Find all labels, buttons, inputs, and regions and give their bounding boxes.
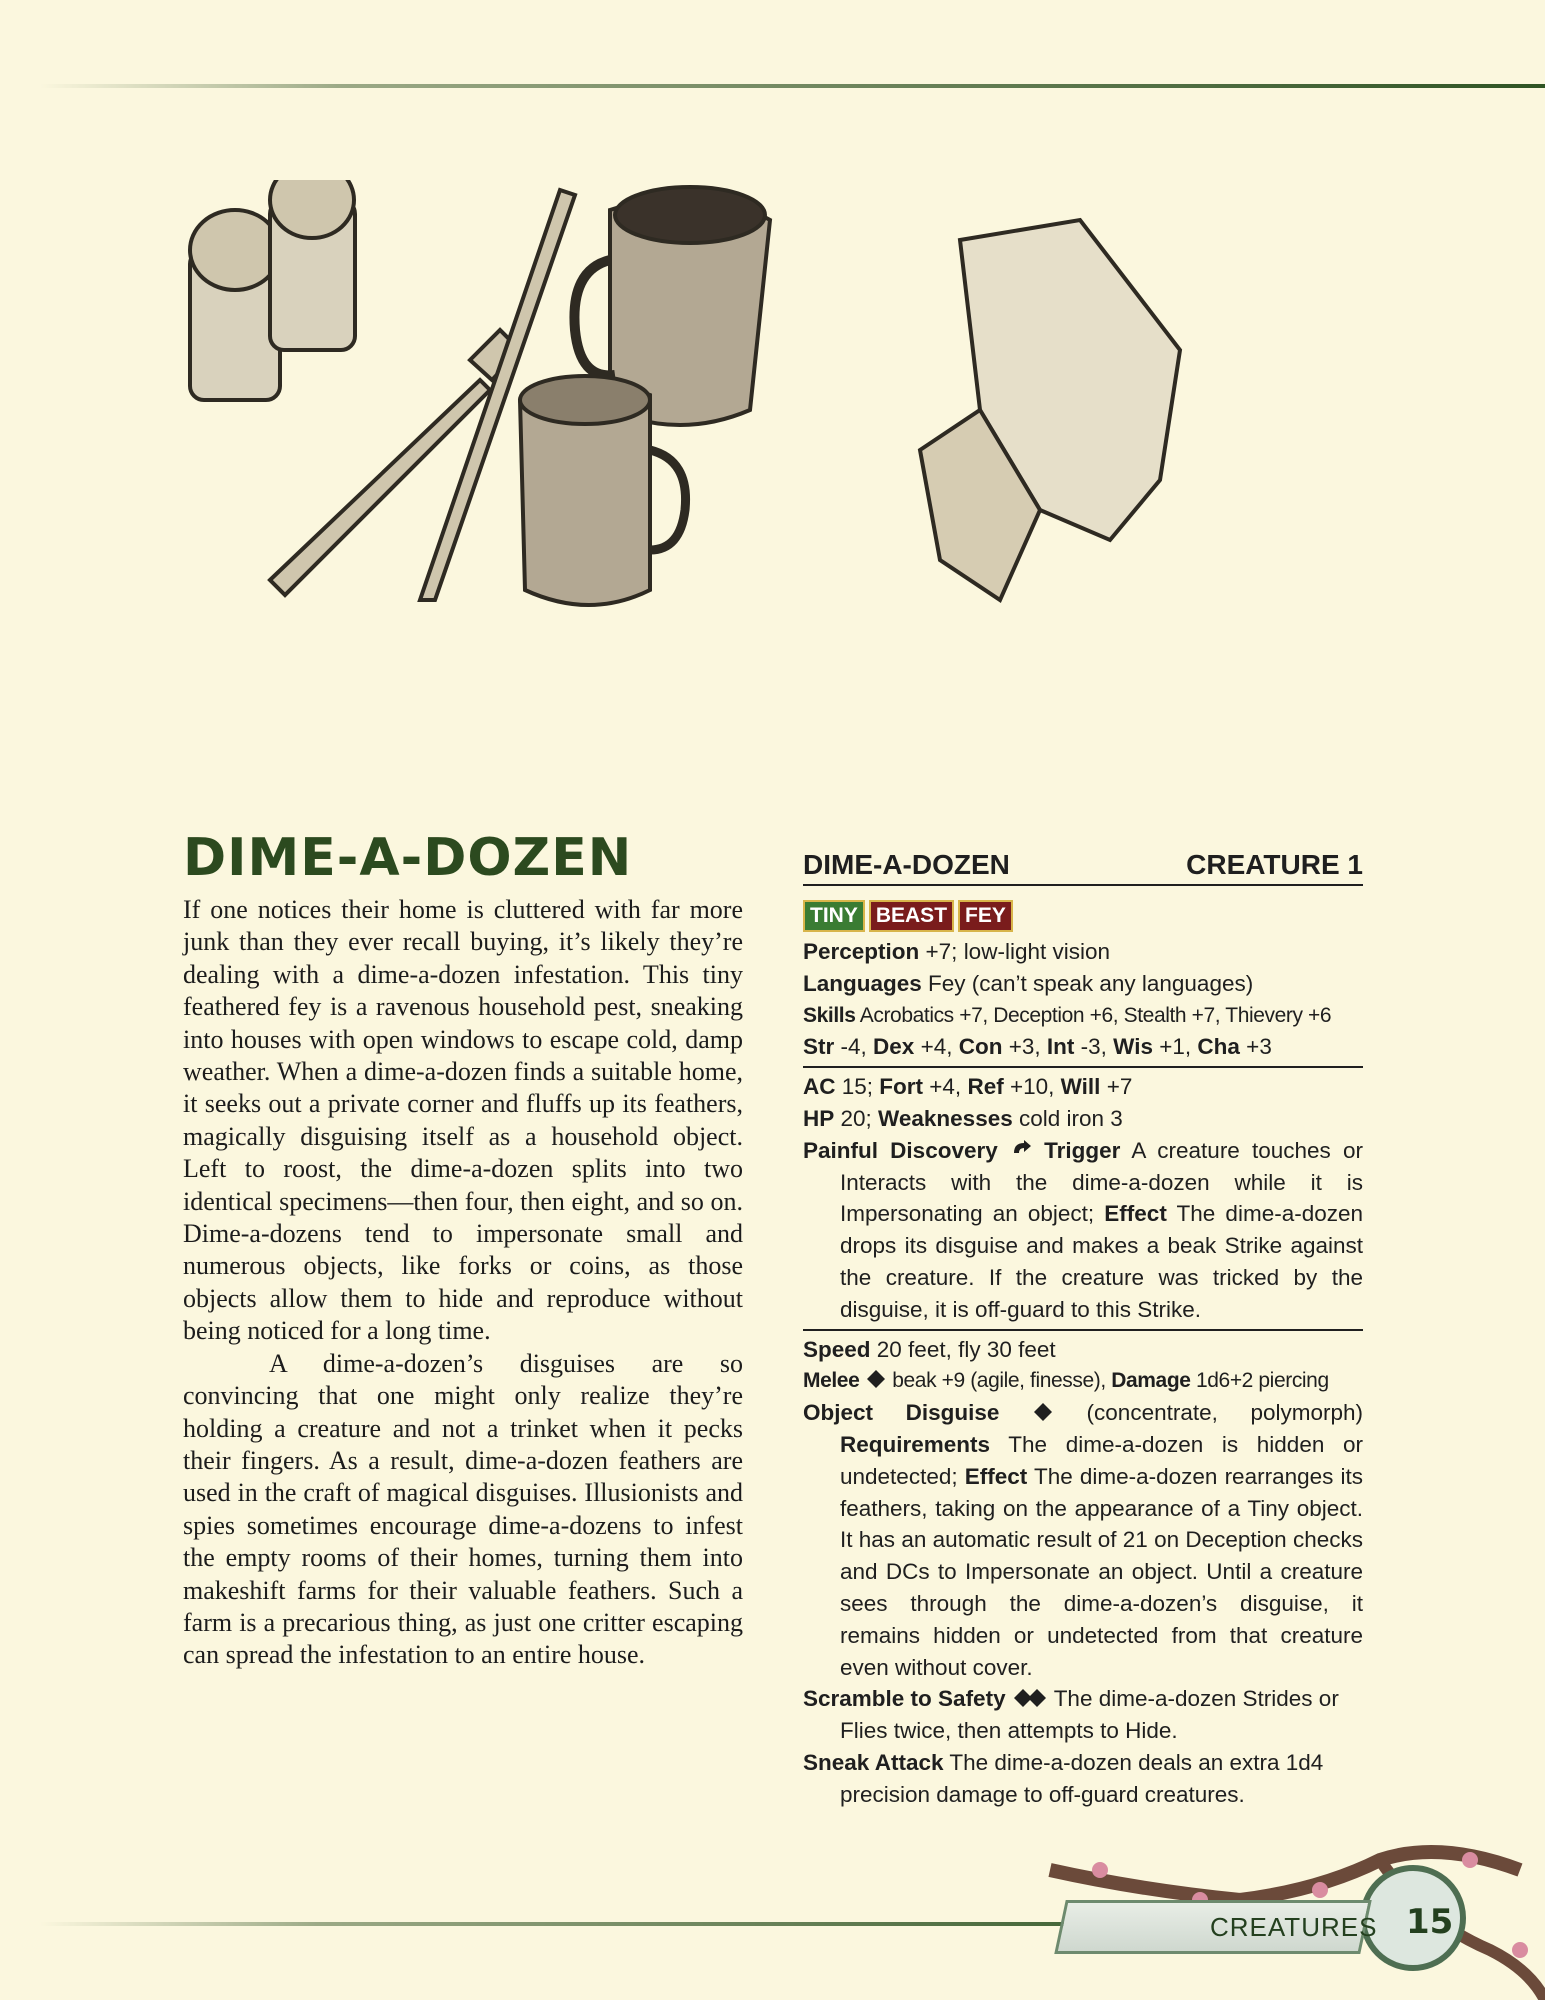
trigger-label: Trigger	[1044, 1137, 1121, 1163]
ability-traits: (concentrate, polymorph)	[1053, 1400, 1363, 1426]
single-action-icon	[865, 1368, 887, 1390]
fort-label: Fort	[879, 1074, 924, 1100]
melee-label: Melee	[803, 1369, 860, 1393]
will-label: Will	[1060, 1074, 1101, 1100]
ability-name: Painful Discovery	[803, 1137, 998, 1163]
stat-block-header	[803, 848, 1363, 886]
skills-value: Acrobatics +7, Deception +6, Stealth +7, Thievery +6	[855, 1003, 1332, 1027]
will-value: +7	[1100, 1074, 1133, 1100]
hp-value: 20;	[834, 1105, 879, 1131]
speed-value: 20 feet, fly 30 feet	[870, 1336, 1056, 1362]
dex-label: Dex	[873, 1034, 915, 1060]
creature-name: DIME-A-DOZEN	[803, 849, 1010, 880]
ability-text: The dime-a-dozen Strides or Flies twice, then attempts to Hide.	[840, 1686, 1339, 1744]
ref-value: +10,	[1003, 1074, 1061, 1100]
languages-line	[803, 968, 1363, 1000]
requirements-label: Requirements	[840, 1431, 991, 1457]
single-action-icon	[1032, 1401, 1054, 1423]
effect-text: The dime-a-dozen rearranges its feathers, taking on the appearance of a Tiny object. It has an automatic result of 21 on Deception checks and DCs to Impersonate an object. Until a creature sees through the dime-a-dozen’s disguise, it remains hidden or undetected from that creature even without cover.	[840, 1463, 1363, 1680]
creature-level: CREATURE 1	[1186, 849, 1363, 880]
stat-block	[803, 848, 1363, 1811]
reaction-icon	[1010, 1139, 1032, 1161]
int-label: Int	[1046, 1034, 1075, 1060]
footer-section-label: CREATURES	[1210, 1912, 1378, 1942]
ability-scores-line	[803, 1031, 1363, 1063]
defense-line	[803, 1071, 1363, 1103]
con-value: +3,	[1002, 1034, 1047, 1060]
ac-label: AC	[803, 1074, 836, 1100]
dex-value: +4,	[914, 1034, 959, 1060]
speed-line	[803, 1334, 1363, 1366]
header-rule	[40, 84, 1545, 88]
article-column	[183, 828, 743, 1672]
object-disguise-ability	[803, 1397, 1363, 1683]
skills-line	[803, 1000, 1363, 1032]
cha-label: Cha	[1197, 1034, 1240, 1060]
perception-label: Perception	[803, 939, 920, 964]
effect-text: The dime-a-dozen drops its disguise and makes a beak Strike against the creature. If the creature was tricked by the disguise, it is off-guard to this Strike.	[840, 1201, 1364, 1322]
weaknesses-label: Weaknesses	[878, 1105, 1013, 1131]
con-label: Con	[958, 1034, 1003, 1060]
tableware-illustration	[180, 180, 1360, 800]
effect-label: Effect	[964, 1463, 1028, 1489]
weaknesses-value: cold iron 3	[1012, 1105, 1123, 1131]
ability-text: The dime-a-dozen deals an extra 1d4 precision damage to off-guard creatures.	[840, 1749, 1324, 1807]
str-label: Str	[803, 1034, 835, 1060]
trait-badge: FEY	[958, 900, 1013, 932]
trait-badge: BEAST	[869, 900, 954, 932]
page-number: 15	[1406, 1902, 1454, 1942]
divider	[803, 1066, 1363, 1068]
ref-label: Ref	[967, 1074, 1004, 1100]
painful-discovery-ability	[803, 1135, 1363, 1326]
damage-value: 1d6+2 piercing	[1190, 1369, 1329, 1393]
effect-label: Effect	[1104, 1201, 1167, 1227]
languages-label: Languages	[803, 970, 922, 996]
melee-line	[803, 1365, 1363, 1397]
shakers	[190, 180, 355, 400]
str-value: -4,	[834, 1034, 874, 1060]
ac-value: 15;	[835, 1074, 880, 1100]
article-paragraph: A dime-a-dozen’s disguises are so convincing that one might only realize they’re holding a creature and not a trinket when it pecks their fingers. As a result, dime-a-dozen feathers are used in the craft of magical disguises. Illusionists and spies sometimes encourage dime-a-dozens to infest the empty rooms of their homes, turning them into makeshift farms for their valuable feathers. Such a farm is a precarious thing, as just one critter escaping can spread the infestation to an entire house.	[183, 1348, 743, 1670]
skills-label: Skills	[803, 1003, 856, 1027]
trigger-text: A creature touches or Interacts with the dime-a-dozen while it is Impersonating an object;	[840, 1137, 1363, 1227]
speed-label: Speed	[803, 1336, 871, 1362]
wis-label: Wis	[1113, 1034, 1153, 1060]
sneak-attack-ability	[803, 1747, 1363, 1811]
divider	[803, 1329, 1363, 1331]
ability-name: Sneak Attack	[803, 1749, 944, 1775]
damage-label: Damage	[1111, 1369, 1191, 1393]
napkin	[920, 220, 1180, 600]
hp-line	[803, 1103, 1363, 1135]
footer-rule	[40, 1922, 1160, 1926]
ability-name: Scramble to Safety	[803, 1686, 1006, 1712]
int-value: -3,	[1074, 1034, 1114, 1060]
scramble-to-safety-ability	[803, 1683, 1363, 1747]
two-action-icon	[1012, 1687, 1048, 1709]
requirements-text: The dime-a-dozen is hidden or undetected;	[840, 1431, 1363, 1489]
melee-value: beak +9 (agile, finesse),	[886, 1369, 1112, 1393]
article-paragraph: If one notices their home is cluttered with far more junk than they ever recall buying, it’s likely they’re dealing with a dime-a-dozen infestation. This tiny feathered fey is a ravenous household pest, sneaking into houses with open windows to escape cold, damp weather. When a dime-a-dozen finds a suitable home, it seeks out a private corner and fluffs up its feathers, magically disguising itself as a household object. Left to roost, the dime-a-dozen splits into two identical specimens—then four, then eight, and so on. Dime-a-dozens tend to impersonate small and numerous objects, like forks or coins, as those objects allow them to hide and reproduce without being noticed for a long time.	[183, 895, 743, 1346]
cha-value: +3	[1239, 1034, 1272, 1060]
article-title: DIME-A-DOZEN	[183, 828, 633, 888]
hp-label: HP	[803, 1105, 835, 1131]
trait-list	[803, 900, 1363, 932]
trait-badge: TINY	[803, 900, 865, 932]
perception-line	[803, 936, 1363, 968]
ability-name: Object Disguise	[803, 1400, 1000, 1426]
fort-value: +4,	[923, 1074, 968, 1100]
perception-value: +7; low-light vision	[919, 939, 1110, 964]
wis-value: +1,	[1152, 1034, 1198, 1060]
languages-value: Fey (can’t speak any languages)	[921, 970, 1254, 996]
